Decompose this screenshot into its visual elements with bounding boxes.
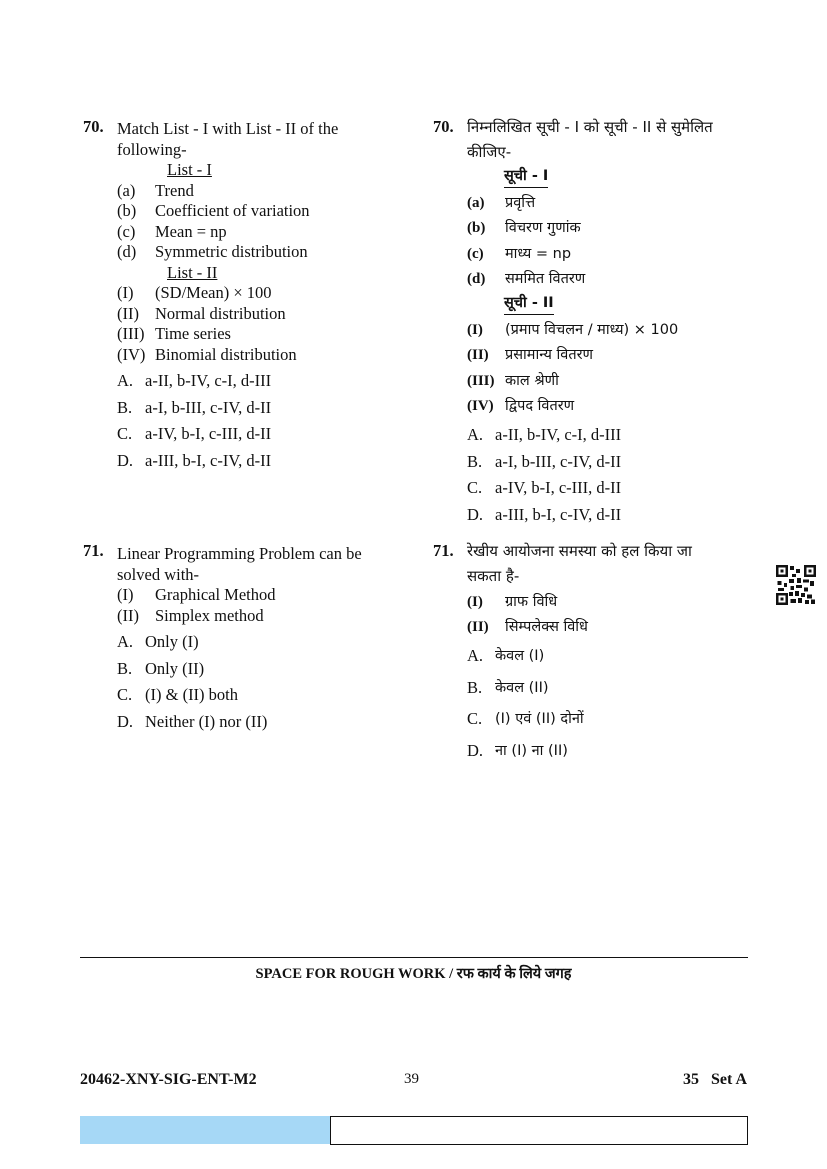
option-a[interactable] — [117, 632, 407, 659]
q71-en-block — [117, 544, 407, 738]
option-label: A. — [467, 646, 484, 665]
q70-hi-list2-item — [467, 394, 767, 420]
q71-en-options — [117, 632, 407, 738]
list-label: (II) — [467, 347, 489, 363]
list-text: Normal distribution — [155, 303, 286, 323]
q70-en-question-line-1: Match List - I with List - II of the — [117, 119, 339, 138]
list-text: Time series — [155, 324, 231, 343]
q70-hi-list2-heading: सूची - II — [504, 293, 554, 315]
set-label: 35 Set A — [683, 1071, 747, 1088]
list-label: (IV) — [467, 398, 494, 414]
option-a[interactable] — [467, 646, 767, 678]
list-text: विचरण गुणांक — [505, 220, 581, 236]
q70-hi-question-line-2: कीजिए- — [467, 143, 512, 161]
list-text: प्रवृत्ति — [505, 194, 536, 211]
option-text: Only (II) — [145, 658, 205, 678]
q71-hi-block — [467, 539, 767, 772]
option-label: A. — [117, 632, 134, 651]
list-text: सिम्पलेक्स विधि — [505, 619, 588, 635]
q70-en-list1-item — [117, 181, 407, 202]
option-text: a-II, b-IV, c-I, d-III — [495, 425, 622, 444]
q71-hi-item — [467, 589, 767, 615]
q70-hi-list1-item — [467, 216, 767, 242]
list-label: (a) — [117, 180, 136, 200]
option-text: a-II, b-IV, c-I, d-III — [145, 371, 272, 390]
option-b[interactable] — [467, 452, 767, 479]
q71-hi-number: 71. — [433, 541, 454, 560]
option-label: D. — [117, 450, 134, 470]
q70-en-list2-item — [117, 345, 407, 366]
page-number: 39 — [404, 1071, 419, 1087]
list-text: ग्राफ विधि — [505, 593, 558, 610]
rough-work-divider — [80, 957, 748, 958]
q71-en-question-line-1: Linear Programming Problem can be — [117, 544, 362, 563]
list-label: (d) — [117, 242, 137, 261]
option-label: C. — [117, 685, 133, 704]
list-text: प्रसामान्य वितरण — [505, 347, 594, 363]
list-text: Coefficient of variation — [155, 201, 310, 220]
list-text: (SD/Mean) × 100 — [155, 283, 272, 302]
option-d[interactable] — [467, 741, 767, 773]
option-text: a-III, b-I, c-IV, d-II — [495, 504, 622, 524]
q71-hi-item — [467, 615, 767, 641]
option-text: a-I, b-III, c-IV, d-II — [495, 451, 622, 471]
option-label: B. — [467, 451, 483, 471]
list-label: (I) — [117, 585, 134, 604]
footer-color-bar — [80, 1116, 330, 1144]
list-label: (II) — [117, 303, 139, 323]
list-text: Graphical Method — [155, 585, 276, 604]
q70-hi-list2-item — [467, 317, 767, 343]
q70-hi-list1-item — [467, 241, 767, 267]
option-label: B. — [117, 658, 133, 678]
qr-code-icon — [776, 565, 816, 605]
option-text: (I) & (II) both — [145, 685, 239, 704]
option-c[interactable] — [117, 424, 407, 451]
q71-hi-question-line-2: सकता है- — [467, 567, 520, 585]
option-text: Only (I) — [145, 632, 199, 651]
list-text: काल श्रेणी — [505, 372, 559, 389]
option-text: ना (I) ना (II) — [495, 742, 568, 759]
q70-en-list1-heading: List - I — [167, 160, 212, 179]
option-d[interactable] — [467, 505, 767, 532]
list-text: Mean = np — [155, 221, 227, 241]
list-label: (I) — [467, 321, 483, 338]
q70-hi-block — [467, 115, 767, 531]
q70-en-list2-item — [117, 283, 407, 304]
list-text: माध्य = np — [505, 245, 572, 262]
list-label: (b) — [117, 201, 137, 220]
option-text: केवल (II) — [495, 679, 549, 696]
option-d[interactable] — [117, 451, 407, 478]
list-label: (I) — [117, 283, 134, 302]
q70-en-list2-heading: List - II — [167, 262, 218, 282]
option-label: C. — [467, 709, 483, 728]
q70-hi-list1-heading: सूची - I — [504, 166, 548, 188]
option-label: D. — [467, 740, 484, 760]
list-label: (a) — [467, 194, 485, 211]
list-label: (I) — [467, 593, 483, 610]
option-label: A. — [117, 371, 134, 390]
option-a[interactable] — [117, 371, 407, 398]
q71-en-item — [117, 606, 407, 627]
q71-en-question-line-2: solved with- — [117, 564, 200, 584]
option-text: Neither (I) nor (II) — [145, 711, 268, 731]
option-d[interactable] — [117, 712, 407, 739]
list-text: सममित वितरण — [505, 271, 586, 287]
option-a[interactable] — [467, 425, 767, 452]
list-label: (c) — [117, 221, 136, 241]
q70-en-block — [117, 119, 407, 477]
q70-en-list2-item — [117, 304, 407, 325]
q70-en-question-line-2: following- — [117, 139, 187, 159]
option-c[interactable] — [467, 478, 767, 505]
option-text: a-IV, b-I, c-III, d-II — [145, 424, 272, 443]
q70-hi-list2-item — [467, 368, 767, 394]
option-label: D. — [117, 711, 134, 731]
option-b[interactable] — [467, 678, 767, 710]
list-text: (प्रमाप विचलन / माध्य) × 100 — [505, 321, 679, 338]
list-label: (II) — [467, 619, 489, 635]
option-text: a-III, b-I, c-IV, d-II — [145, 450, 272, 470]
q70-hi-list2-item — [467, 343, 767, 369]
rough-work-label: SPACE FOR ROUGH WORK / रफ कार्य के लिये जगह — [255, 966, 572, 982]
list-label: (III) — [117, 324, 145, 343]
list-label: (c) — [467, 245, 484, 262]
option-label: B. — [117, 397, 133, 417]
option-text: a-IV, b-I, c-III, d-II — [495, 478, 622, 497]
option-label: C. — [117, 424, 133, 443]
option-c[interactable] — [117, 685, 407, 712]
list-text: Symmetric distribution — [155, 242, 308, 261]
q70-en-list2-item — [117, 324, 407, 345]
option-label: A. — [467, 425, 484, 444]
list-text: Trend — [155, 180, 194, 200]
q70-hi-list1-item — [467, 190, 767, 216]
list-text: द्विपद वितरण — [505, 398, 575, 414]
list-label: (II) — [117, 605, 139, 625]
q70-hi-question-line-1: निम्नलिखित सूची - I को सूची - II से सुमेलित — [467, 118, 713, 136]
q70-hi-options — [467, 425, 767, 531]
option-label: C. — [467, 478, 483, 497]
option-b[interactable] — [117, 398, 407, 425]
booklet-code: 20462-XNY-SIG-ENT-M2 — [80, 1071, 257, 1088]
q70-en-list1-item — [117, 201, 407, 222]
q70-hi-number: 70. — [433, 117, 454, 136]
option-text: a-I, b-III, c-IV, d-II — [145, 397, 272, 417]
q71-hi-options — [467, 646, 767, 772]
q71-en-number: 71. — [83, 541, 104, 560]
list-text: Simplex method — [155, 605, 264, 625]
q70-en-list1-item — [117, 222, 407, 243]
q71-en-item — [117, 585, 407, 606]
list-text: Binomial distribution — [155, 344, 297, 364]
list-label: (III) — [467, 372, 495, 389]
option-label: B. — [467, 677, 483, 697]
option-text: केवल (I) — [495, 648, 545, 664]
list-label: (IV) — [117, 344, 146, 364]
q70-hi-list1-item — [467, 267, 767, 293]
q70-en-list1-item — [117, 242, 407, 263]
option-label: D. — [467, 504, 484, 524]
option-c[interactable] — [467, 709, 767, 741]
list-label: (d) — [467, 271, 486, 287]
footer-empty-box — [330, 1116, 748, 1145]
option-text: (I) एवं (II) दोनों — [495, 711, 584, 727]
q70-en-number: 70. — [83, 117, 104, 136]
option-b[interactable] — [117, 659, 407, 686]
list-label: (b) — [467, 220, 486, 236]
q71-hi-question-line-1: रेखीय आयोजना समस्या को हल किया जा — [467, 542, 692, 560]
q70-en-options — [117, 371, 407, 477]
